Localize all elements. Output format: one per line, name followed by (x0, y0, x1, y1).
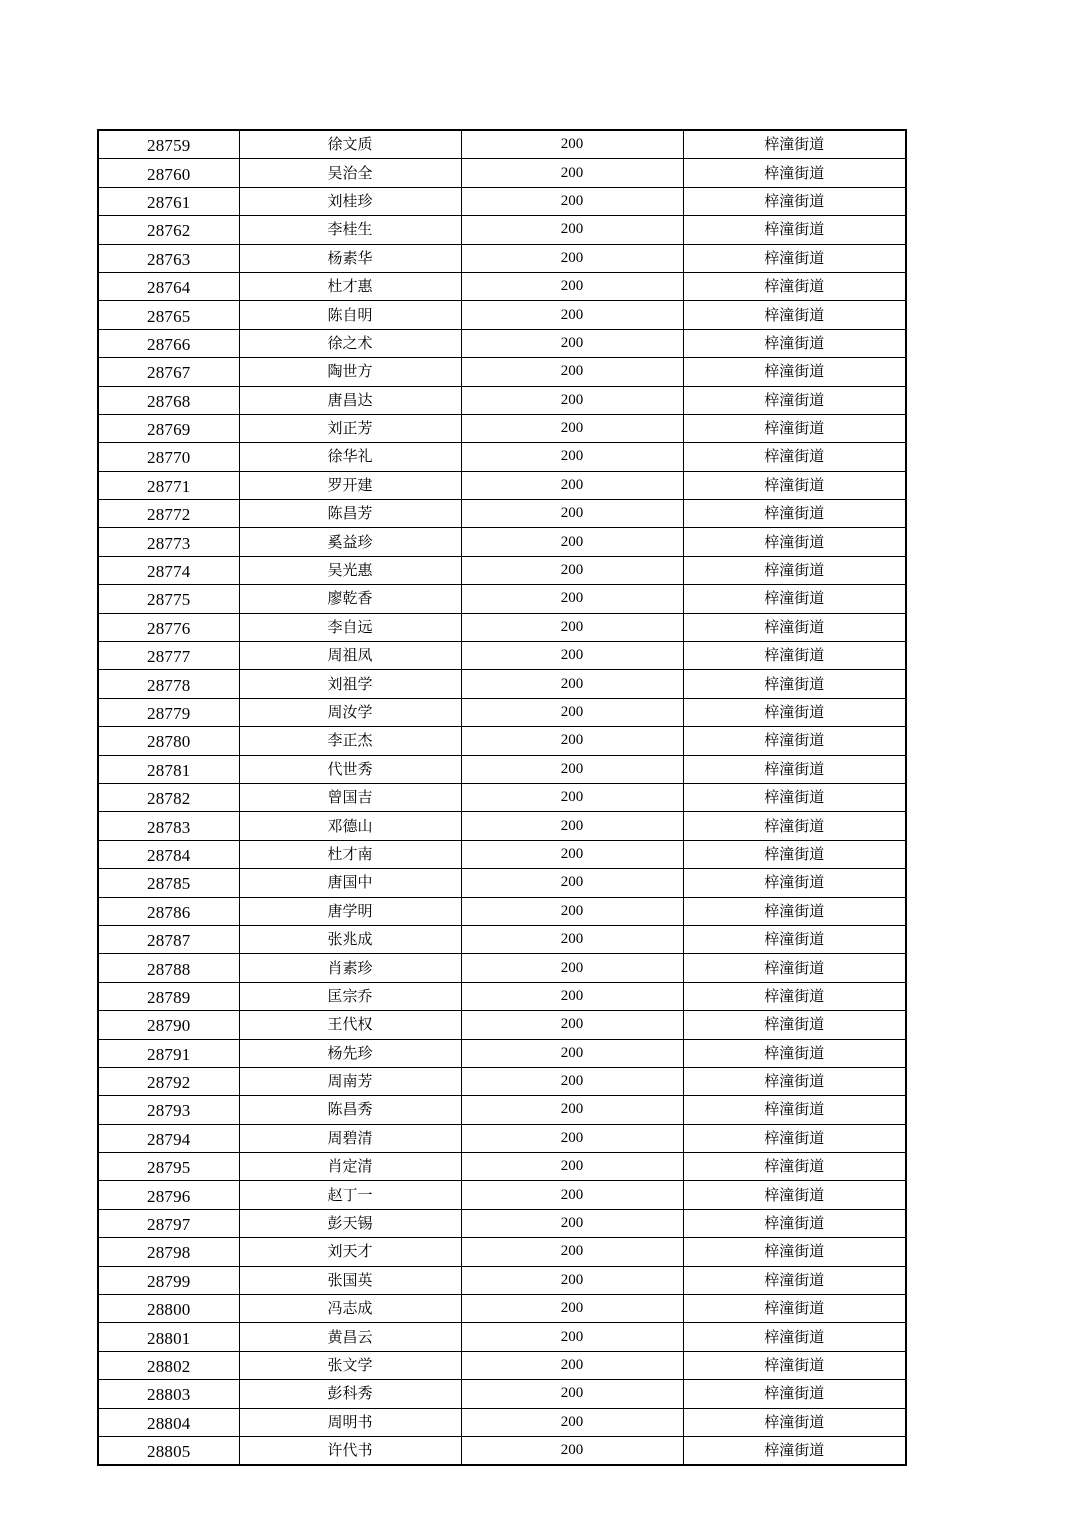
cell-id: 28784 (98, 840, 239, 868)
cell-name: 徐华礼 (239, 443, 461, 471)
table-row (98, 925, 906, 953)
cell-street: 梓潼街道 (683, 500, 906, 528)
cell-amount: 200 (461, 585, 683, 613)
cell-street: 梓潼街道 (683, 1351, 906, 1379)
table-row (98, 1067, 906, 1095)
cell-name: 李桂生 (239, 216, 461, 244)
table-row (98, 443, 906, 471)
cell-name: 罗开建 (239, 471, 461, 499)
cell-name: 黄昌云 (239, 1323, 461, 1351)
cell-id: 28780 (98, 727, 239, 755)
cell-amount: 200 (461, 727, 683, 755)
table-row (98, 1096, 906, 1124)
table-body (98, 130, 906, 1465)
cell-street: 梓潼街道 (683, 783, 906, 811)
cell-id: 28773 (98, 528, 239, 556)
cell-id: 28765 (98, 301, 239, 329)
cell-amount: 200 (461, 642, 683, 670)
cell-street: 梓潼街道 (683, 1408, 906, 1436)
cell-id: 28782 (98, 783, 239, 811)
cell-street: 梓潼街道 (683, 585, 906, 613)
cell-amount: 200 (461, 159, 683, 187)
cell-amount: 200 (461, 528, 683, 556)
cell-street: 梓潼街道 (683, 642, 906, 670)
table-row (98, 500, 906, 528)
cell-id: 28797 (98, 1209, 239, 1237)
table-row (98, 1153, 906, 1181)
cell-street: 梓潼街道 (683, 1209, 906, 1237)
table-row (98, 1295, 906, 1323)
cell-id: 28775 (98, 585, 239, 613)
cell-name: 杨素华 (239, 244, 461, 272)
cell-name: 徐文质 (239, 130, 461, 159)
cell-id: 28776 (98, 613, 239, 641)
table-row (98, 1039, 906, 1067)
cell-street: 梓潼街道 (683, 613, 906, 641)
cell-amount: 200 (461, 1295, 683, 1323)
cell-street: 梓潼街道 (683, 1067, 906, 1095)
table-row (98, 1209, 906, 1237)
cell-amount: 200 (461, 698, 683, 726)
cell-street: 梓潼街道 (683, 1124, 906, 1152)
cell-name: 陶世方 (239, 358, 461, 386)
cell-amount: 200 (461, 471, 683, 499)
cell-id: 28787 (98, 925, 239, 953)
cell-id: 28786 (98, 897, 239, 925)
table-row (98, 272, 906, 300)
cell-name: 张国英 (239, 1266, 461, 1294)
cell-name: 李自远 (239, 613, 461, 641)
table-row (98, 1181, 906, 1209)
cell-id: 28766 (98, 329, 239, 357)
cell-street: 梓潼街道 (683, 216, 906, 244)
cell-amount: 200 (461, 1124, 683, 1152)
cell-id: 28760 (98, 159, 239, 187)
table-row (98, 755, 906, 783)
cell-street: 梓潼街道 (683, 471, 906, 499)
cell-amount: 200 (461, 272, 683, 300)
cell-name: 杜才惠 (239, 272, 461, 300)
cell-name: 唐国中 (239, 869, 461, 897)
cell-id: 28795 (98, 1153, 239, 1181)
cell-amount: 200 (461, 1011, 683, 1039)
cell-street: 梓潼街道 (683, 1153, 906, 1181)
cell-id: 28761 (98, 187, 239, 215)
cell-name: 陈昌芳 (239, 500, 461, 528)
cell-street: 梓潼街道 (683, 1323, 906, 1351)
cell-street: 梓潼街道 (683, 443, 906, 471)
cell-name: 吴光惠 (239, 556, 461, 584)
table-row (98, 1011, 906, 1039)
table-row (98, 982, 906, 1010)
cell-street: 梓潼街道 (683, 954, 906, 982)
cell-amount: 200 (461, 1266, 683, 1294)
cell-id: 28781 (98, 755, 239, 783)
table-row (98, 187, 906, 215)
cell-id: 28759 (98, 130, 239, 159)
cell-id: 28793 (98, 1096, 239, 1124)
table-row (98, 244, 906, 272)
cell-amount: 200 (461, 755, 683, 783)
cell-id: 28804 (98, 1408, 239, 1436)
cell-id: 28774 (98, 556, 239, 584)
table-row (98, 812, 906, 840)
table-row (98, 159, 906, 187)
cell-street: 梓潼街道 (683, 1096, 906, 1124)
table-row (98, 1436, 906, 1465)
cell-amount: 200 (461, 1323, 683, 1351)
cell-name: 周碧清 (239, 1124, 461, 1152)
cell-id: 28805 (98, 1436, 239, 1465)
cell-amount: 200 (461, 556, 683, 584)
cell-street: 梓潼街道 (683, 528, 906, 556)
cell-id: 28799 (98, 1266, 239, 1294)
cell-name: 代世秀 (239, 755, 461, 783)
cell-name: 赵丁一 (239, 1181, 461, 1209)
cell-street: 梓潼街道 (683, 812, 906, 840)
cell-amount: 200 (461, 1238, 683, 1266)
table-row (98, 556, 906, 584)
table-row (98, 358, 906, 386)
cell-street: 梓潼街道 (683, 897, 906, 925)
table-row (98, 869, 906, 897)
cell-id: 28772 (98, 500, 239, 528)
cell-name: 廖乾香 (239, 585, 461, 613)
cell-amount: 200 (461, 840, 683, 868)
cell-street: 梓潼街道 (683, 1295, 906, 1323)
cell-amount: 200 (461, 1153, 683, 1181)
table-row (98, 414, 906, 442)
table-row (98, 386, 906, 414)
cell-amount: 200 (461, 1351, 683, 1379)
table-row (98, 585, 906, 613)
cell-street: 梓潼街道 (683, 272, 906, 300)
cell-name: 周汝学 (239, 698, 461, 726)
cell-name: 彭天锡 (239, 1209, 461, 1237)
cell-amount: 200 (461, 500, 683, 528)
cell-amount: 200 (461, 897, 683, 925)
cell-street: 梓潼街道 (683, 1380, 906, 1408)
cell-name: 张文学 (239, 1351, 461, 1379)
cell-id: 28783 (98, 812, 239, 840)
cell-name: 肖素珍 (239, 954, 461, 982)
cell-name: 刘桂珍 (239, 187, 461, 215)
cell-id: 28788 (98, 954, 239, 982)
cell-name: 奚益珍 (239, 528, 461, 556)
cell-amount: 200 (461, 1408, 683, 1436)
table-row (98, 471, 906, 499)
cell-street: 梓潼街道 (683, 1266, 906, 1294)
cell-name: 匡宗乔 (239, 982, 461, 1010)
cell-street: 梓潼街道 (683, 670, 906, 698)
cell-name: 李正杰 (239, 727, 461, 755)
cell-id: 28778 (98, 670, 239, 698)
cell-street: 梓潼街道 (683, 840, 906, 868)
cell-amount: 200 (461, 613, 683, 641)
cell-name: 冯志成 (239, 1295, 461, 1323)
cell-name: 王代权 (239, 1011, 461, 1039)
table-row (98, 1380, 906, 1408)
cell-amount: 200 (461, 670, 683, 698)
cell-name: 杨先珍 (239, 1039, 461, 1067)
cell-name: 刘天才 (239, 1238, 461, 1266)
table-row (98, 528, 906, 556)
cell-name: 肖定清 (239, 1153, 461, 1181)
cell-name: 唐学明 (239, 897, 461, 925)
cell-id: 28790 (98, 1011, 239, 1039)
cell-street: 梓潼街道 (683, 755, 906, 783)
cell-street: 梓潼街道 (683, 244, 906, 272)
table-row (98, 301, 906, 329)
cell-street: 梓潼街道 (683, 386, 906, 414)
cell-name: 刘祖学 (239, 670, 461, 698)
cell-street: 梓潼街道 (683, 329, 906, 357)
cell-name: 邓德山 (239, 812, 461, 840)
cell-id: 28763 (98, 244, 239, 272)
cell-name: 陈自明 (239, 301, 461, 329)
table-row (98, 1323, 906, 1351)
cell-amount: 200 (461, 925, 683, 953)
cell-id: 28789 (98, 982, 239, 1010)
table-row (98, 840, 906, 868)
cell-street: 梓潼街道 (683, 698, 906, 726)
cell-id: 28771 (98, 471, 239, 499)
cell-name: 陈昌秀 (239, 1096, 461, 1124)
data-table (97, 129, 907, 1466)
cell-amount: 200 (461, 1039, 683, 1067)
cell-name: 周南芳 (239, 1067, 461, 1095)
cell-amount: 200 (461, 130, 683, 159)
cell-street: 梓潼街道 (683, 1039, 906, 1067)
cell-name: 彭科秀 (239, 1380, 461, 1408)
cell-amount: 200 (461, 783, 683, 811)
table-row (98, 670, 906, 698)
cell-amount: 200 (461, 443, 683, 471)
cell-name: 吴治全 (239, 159, 461, 187)
cell-amount: 200 (461, 954, 683, 982)
table-row (98, 1266, 906, 1294)
cell-name: 唐昌达 (239, 386, 461, 414)
cell-id: 28803 (98, 1380, 239, 1408)
cell-street: 梓潼街道 (683, 982, 906, 1010)
table-row (98, 1351, 906, 1379)
table-row (98, 727, 906, 755)
table-row (98, 1238, 906, 1266)
cell-name: 周明书 (239, 1408, 461, 1436)
cell-id: 28767 (98, 358, 239, 386)
table-row (98, 897, 906, 925)
cell-street: 梓潼街道 (683, 869, 906, 897)
table-row (98, 698, 906, 726)
cell-amount: 200 (461, 187, 683, 215)
cell-street: 梓潼街道 (683, 301, 906, 329)
cell-amount: 200 (461, 1380, 683, 1408)
cell-amount: 200 (461, 414, 683, 442)
cell-id: 28785 (98, 869, 239, 897)
cell-amount: 200 (461, 1096, 683, 1124)
cell-street: 梓潼街道 (683, 925, 906, 953)
cell-street: 梓潼街道 (683, 556, 906, 584)
table-row (98, 130, 906, 159)
cell-amount: 200 (461, 244, 683, 272)
cell-id: 28801 (98, 1323, 239, 1351)
cell-amount: 200 (461, 1067, 683, 1095)
cell-id: 28777 (98, 642, 239, 670)
cell-id: 28796 (98, 1181, 239, 1209)
cell-amount: 200 (461, 812, 683, 840)
cell-amount: 200 (461, 1181, 683, 1209)
cell-street: 梓潼街道 (683, 414, 906, 442)
table-row (98, 329, 906, 357)
table-row (98, 613, 906, 641)
table-row (98, 954, 906, 982)
cell-id: 28802 (98, 1351, 239, 1379)
cell-street: 梓潼街道 (683, 727, 906, 755)
cell-name: 周祖凤 (239, 642, 461, 670)
cell-amount: 200 (461, 358, 683, 386)
cell-amount: 200 (461, 869, 683, 897)
cell-amount: 200 (461, 982, 683, 1010)
cell-id: 28762 (98, 216, 239, 244)
cell-name: 徐之术 (239, 329, 461, 357)
cell-id: 28800 (98, 1295, 239, 1323)
cell-amount: 200 (461, 1209, 683, 1237)
cell-name: 许代书 (239, 1436, 461, 1465)
table-row (98, 642, 906, 670)
cell-name: 曾国吉 (239, 783, 461, 811)
cell-street: 梓潼街道 (683, 159, 906, 187)
cell-id: 28792 (98, 1067, 239, 1095)
table-row (98, 783, 906, 811)
table-row (98, 1408, 906, 1436)
cell-street: 梓潼街道 (683, 1238, 906, 1266)
cell-name: 刘正芳 (239, 414, 461, 442)
cell-street: 梓潼街道 (683, 130, 906, 159)
table-row (98, 1124, 906, 1152)
cell-name: 张兆成 (239, 925, 461, 953)
cell-amount: 200 (461, 386, 683, 414)
cell-street: 梓潼街道 (683, 1436, 906, 1465)
cell-amount: 200 (461, 329, 683, 357)
cell-amount: 200 (461, 301, 683, 329)
cell-id: 28794 (98, 1124, 239, 1152)
cell-id: 28791 (98, 1039, 239, 1067)
cell-amount: 200 (461, 1436, 683, 1465)
cell-id: 28779 (98, 698, 239, 726)
cell-id: 28768 (98, 386, 239, 414)
cell-id: 28798 (98, 1238, 239, 1266)
cell-street: 梓潼街道 (683, 1181, 906, 1209)
cell-name: 杜才南 (239, 840, 461, 868)
cell-street: 梓潼街道 (683, 358, 906, 386)
cell-street: 梓潼街道 (683, 1011, 906, 1039)
cell-id: 28769 (98, 414, 239, 442)
table-row (98, 216, 906, 244)
cell-street: 梓潼街道 (683, 187, 906, 215)
cell-id: 28770 (98, 443, 239, 471)
cell-amount: 200 (461, 216, 683, 244)
cell-id: 28764 (98, 272, 239, 300)
